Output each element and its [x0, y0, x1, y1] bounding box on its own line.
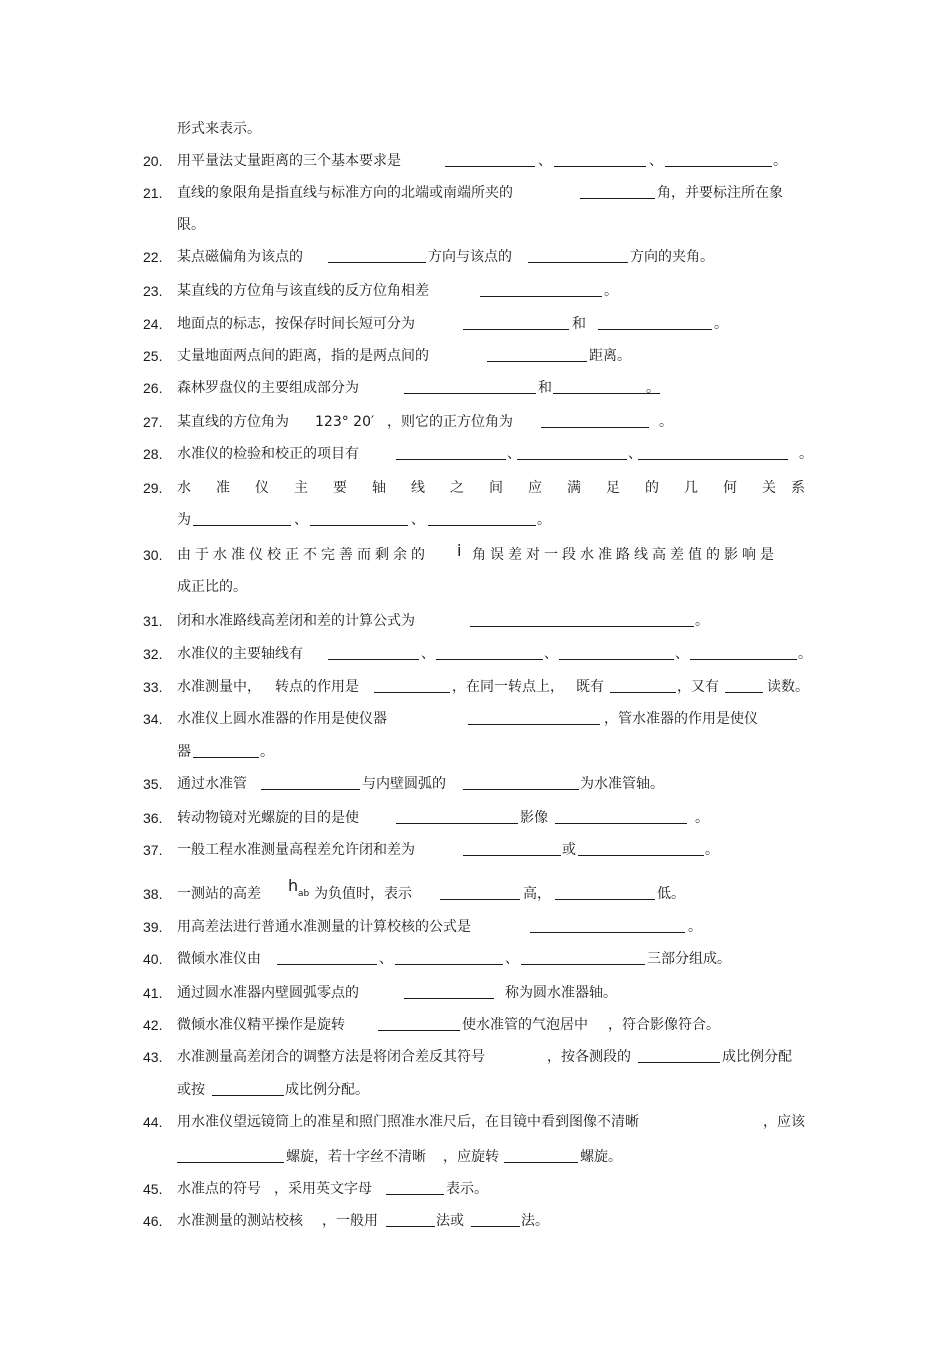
answer-blank[interactable] — [395, 964, 503, 965]
question-text: ，管水准器的作用是使仪 — [604, 711, 758, 727]
answer-blank[interactable] — [487, 361, 587, 362]
question-22 — [0, 245, 950, 269]
answer-blank[interactable] — [328, 659, 419, 660]
question-text: 角误差对一段水准路线高差值的影响是 — [472, 547, 778, 563]
question-number: 33. — [143, 679, 163, 695]
question-text: 、 — [649, 153, 663, 169]
question-text: 水准点的符号 — [177, 1181, 261, 1197]
answer-blank[interactable] — [555, 899, 655, 900]
question-text: 或 — [562, 842, 576, 858]
question-number: 45. — [143, 1181, 163, 1197]
question-text: 转点的作用是 — [275, 679, 359, 695]
answer-blank[interactable] — [610, 692, 676, 693]
question-text: 、 — [505, 951, 519, 967]
question-20 — [0, 149, 950, 173]
question-26 — [0, 376, 950, 400]
answer-blank[interactable] — [428, 525, 536, 526]
question-text: 关 — [762, 480, 776, 496]
answer-blank[interactable] — [553, 393, 660, 394]
answer-blank[interactable] — [554, 166, 646, 167]
answer-blank[interactable] — [193, 757, 259, 758]
question-text: 、 — [628, 446, 642, 462]
question-text: 三部分组成。 — [647, 951, 731, 967]
question-number: 43. — [143, 1049, 163, 1065]
answer-blank[interactable] — [404, 393, 536, 394]
answer-blank[interactable] — [528, 262, 628, 263]
question-text: 。 — [798, 646, 812, 662]
question-text: 螺旋。 — [580, 1149, 622, 1165]
question-19-continuation — [0, 117, 950, 141]
answer-blank[interactable] — [580, 198, 655, 199]
question-number: 35. — [143, 776, 163, 792]
question-text: 水准测量中， — [177, 679, 261, 695]
question-number: 42. — [143, 1017, 163, 1033]
question-44 — [0, 1110, 950, 1134]
variable-i: i — [457, 541, 462, 560]
question-text: 准 — [216, 480, 230, 496]
question-text: ，应该 — [763, 1114, 805, 1130]
question-number: 25. — [143, 348, 163, 364]
question-text: 、 — [544, 646, 558, 662]
question-text: 用平量法丈量距离的三个基本要求是 — [177, 153, 401, 169]
question-text: 水准仪上圆水准器的作用是使仪器 — [177, 711, 387, 727]
answer-blank[interactable] — [504, 1162, 578, 1163]
question-text: 限。 — [177, 217, 205, 233]
answer-blank[interactable] — [463, 789, 579, 790]
question-text: ，应旋转 — [443, 1149, 499, 1165]
question-text: 、 — [675, 646, 689, 662]
question-number: 44. — [143, 1114, 163, 1130]
question-number: 31. — [143, 613, 163, 629]
question-43-continuation — [0, 1078, 950, 1102]
question-25 — [0, 344, 950, 368]
answer-blank[interactable] — [521, 964, 645, 965]
answer-blank[interactable] — [638, 459, 788, 460]
question-number: 28. — [143, 446, 163, 462]
question-text: 成正比的。 — [177, 579, 247, 595]
question-39 — [0, 915, 950, 939]
question-text: 闭和水准路线高差闭和差的计算公式为 — [177, 613, 415, 629]
question-text: 某直线的方位角为 — [177, 414, 289, 430]
answer-blank[interactable] — [396, 459, 506, 460]
question-text: 之 — [450, 480, 464, 496]
question-35 — [0, 772, 950, 796]
question-text: 。 — [695, 613, 709, 629]
question-text: 方向的夹角。 — [630, 249, 714, 265]
answer-blank[interactable] — [690, 659, 797, 660]
question-text: 满 — [567, 480, 581, 496]
answer-blank[interactable] — [404, 998, 494, 999]
question-30 — [0, 543, 950, 567]
question-29 — [0, 476, 950, 500]
question-text: 。 — [688, 919, 702, 935]
question-21-continuation — [0, 213, 950, 237]
question-number: 46. — [143, 1213, 163, 1229]
question-number: 34. — [143, 711, 163, 727]
question-text: 。 — [705, 842, 719, 858]
question-text: 、 — [507, 446, 521, 462]
answer-blank[interactable] — [177, 1162, 284, 1163]
answer-blank[interactable] — [471, 1226, 520, 1227]
question-text: 。 — [604, 283, 618, 299]
question-45 — [0, 1177, 950, 1201]
question-text: 由于水准仪校正不完善而剩余的 — [177, 547, 429, 563]
answer-blank[interactable] — [578, 855, 704, 856]
question-number: 36. — [143, 810, 163, 826]
answer-blank[interactable] — [463, 855, 561, 856]
question-text: 为负值时，表示 — [314, 886, 412, 902]
question-24 — [0, 312, 950, 336]
answer-blank[interactable] — [445, 166, 535, 167]
question-text: 水准仪的检验和校正的项目有 — [177, 446, 359, 462]
question-text: 间 — [489, 480, 503, 496]
answer-blank[interactable] — [386, 1226, 435, 1227]
question-text: 方向与该点的 — [428, 249, 512, 265]
question-text: 一测站的高差 — [177, 886, 261, 902]
question-44-continuation — [0, 1145, 950, 1169]
question-text: 某直线的方位角与该直线的反方位角相差 — [177, 283, 429, 299]
question-text: 足 — [606, 480, 620, 496]
answer-blank[interactable] — [193, 525, 291, 526]
question-number: 21. — [143, 185, 163, 201]
question-31 — [0, 609, 950, 633]
question-text: 水 — [177, 480, 191, 496]
question-text: 和 — [572, 316, 586, 332]
question-number: 20. — [143, 153, 163, 169]
question-32 — [0, 642, 950, 666]
question-23 — [0, 279, 950, 303]
question-text: 水准测量高差闭合的调整方法是将闭合差反其符号 — [177, 1049, 485, 1065]
question-text: 水准测量的测站校核 — [177, 1213, 303, 1229]
question-text: 仪 — [255, 480, 269, 496]
question-37 — [0, 838, 950, 862]
question-text: 系 — [791, 480, 805, 496]
question-number: 29. — [143, 480, 163, 496]
question-27 — [0, 410, 950, 434]
question-text: 的 — [645, 480, 659, 496]
question-text: 、 — [294, 512, 308, 528]
question-text: 一般工程水准测量高程差允许闭和差为 — [177, 842, 415, 858]
question-text: 、 — [421, 646, 435, 662]
question-text: 低。 — [657, 886, 685, 902]
question-text: 器 — [177, 744, 191, 760]
question-text: 或按 — [177, 1082, 205, 1098]
question-number: 32. — [143, 646, 163, 662]
variable-h: h — [288, 876, 299, 895]
question-text: 称为圆水准器轴。 — [505, 985, 617, 1001]
question-number: 39. — [143, 919, 163, 935]
question-text: 和 — [538, 380, 552, 396]
answer-blank[interactable] — [396, 823, 518, 824]
question-text: 地面点的标志，按保存时间长短可分为 — [177, 316, 415, 332]
answer-blank[interactable] — [374, 692, 450, 693]
question-number: 30. — [143, 547, 163, 563]
question-text: 既有 — [576, 679, 604, 695]
answer-blank[interactable] — [468, 724, 600, 725]
question-number: 37. — [143, 842, 163, 858]
question-text: 微倾水准仪由 — [177, 951, 261, 967]
answer-blank[interactable] — [470, 626, 694, 627]
question-text: 、 — [379, 951, 393, 967]
question-number: 24. — [143, 316, 163, 332]
question-30-continuation — [0, 575, 950, 599]
question-34 — [0, 707, 950, 731]
question-number: 23. — [143, 283, 163, 299]
answer-blank[interactable] — [559, 659, 674, 660]
answer-blank[interactable] — [541, 427, 649, 428]
question-21 — [0, 181, 950, 205]
answer-blank[interactable] — [725, 692, 763, 693]
question-text: 角，并要标注所在象 — [657, 185, 783, 201]
question-text: 转动物镜对光螺旋的目的是使 — [177, 810, 359, 826]
question-42 — [0, 1013, 950, 1037]
question-number: 38. — [143, 886, 163, 902]
question-text: 要 — [333, 480, 347, 496]
question-28 — [0, 442, 950, 466]
question-text: 表示。 — [446, 1181, 488, 1197]
answer-blank[interactable] — [386, 1194, 444, 1195]
question-text: 某点磁偏角为该点的 — [177, 249, 303, 265]
answer-blank[interactable] — [328, 262, 426, 263]
question-33 — [0, 675, 950, 699]
answer-blank[interactable] — [212, 1095, 284, 1096]
answer-blank[interactable] — [440, 899, 520, 900]
question-46 — [0, 1209, 950, 1233]
answer-blank[interactable] — [463, 329, 569, 330]
question-text: 。 — [659, 414, 673, 430]
question-text: 。 — [773, 153, 787, 169]
answer-blank[interactable] — [277, 964, 377, 965]
answer-blank[interactable] — [555, 823, 687, 824]
angle-value: 123° 20′ — [315, 414, 375, 430]
question-text: 影像 — [520, 810, 548, 826]
question-text: ，一般用 — [322, 1213, 378, 1229]
answer-blank[interactable] — [638, 1062, 720, 1063]
question-text: ，又有 — [677, 679, 719, 695]
question-text: 通过水准管 — [177, 776, 247, 792]
subscript-ab: ab — [298, 889, 310, 899]
question-text: 读数。 — [767, 679, 809, 695]
question-text: 直线的象限角是指直线与标准方向的北端或南端所夹的 — [177, 185, 513, 201]
answer-blank[interactable] — [480, 296, 602, 297]
question-number: 41. — [143, 985, 163, 1001]
answer-blank[interactable] — [598, 329, 712, 330]
question-34-continuation — [0, 740, 950, 764]
question-text: ，符合影像符合。 — [608, 1017, 720, 1033]
answer-blank[interactable] — [378, 1030, 460, 1031]
question-text: 几 — [684, 480, 698, 496]
question-text: 用水准仪望远镜筒上的准星和照门照准水准尺后，在目镜中看到图像不清晰 — [177, 1114, 639, 1130]
answer-blank[interactable] — [530, 932, 685, 933]
answer-blank[interactable] — [261, 789, 360, 790]
question-text: 成比例分配 — [722, 1049, 792, 1065]
question-text: 。 — [646, 380, 660, 396]
question-text: 森林罗盘仪的主要组成部分为 — [177, 380, 359, 396]
question-40 — [0, 947, 950, 971]
question-text: 用高差法进行普通水准测量的计算校核的公式是 — [177, 919, 471, 935]
question-36 — [0, 806, 950, 830]
answer-blank[interactable] — [517, 459, 627, 460]
question-number: 27. — [143, 414, 163, 430]
question-text: 丈量地面两点间的距离，指的是两点间的 — [177, 348, 429, 364]
question-text: 法或 — [436, 1213, 464, 1229]
question-number: 40. — [143, 951, 163, 967]
question-text: 水准仪的主要轴线有 — [177, 646, 303, 662]
question-text: ，则它的正方位角为 — [387, 414, 513, 430]
question-text: 微倾水准仪精平操作是旋转 — [177, 1017, 345, 1033]
question-29-continuation — [0, 508, 950, 532]
question-text: 与内壁圆弧的 — [362, 776, 446, 792]
question-text: 法。 — [521, 1213, 549, 1229]
question-43 — [0, 1045, 950, 1069]
question-41 — [0, 981, 950, 1005]
answer-blank[interactable] — [310, 525, 408, 526]
question-text: 。 — [537, 512, 551, 528]
question-text: 高， — [523, 886, 551, 902]
question-text: 。 — [695, 810, 709, 826]
question-text: 线 — [411, 480, 425, 496]
question-text: 何 — [723, 480, 737, 496]
answer-blank[interactable] — [436, 659, 543, 660]
question-38 — [0, 876, 950, 906]
question-text: 主 — [294, 480, 308, 496]
question-text: 螺旋，若十字丝不清晰 — [286, 1149, 426, 1165]
question-text: 形式来表示。 — [177, 121, 261, 137]
question-text: ，在同一转点上， — [452, 679, 564, 695]
question-text: 距离。 — [589, 348, 631, 364]
question-text: 。 — [714, 316, 728, 332]
question-number: 22. — [143, 249, 163, 265]
question-text: 、 — [538, 153, 552, 169]
question-text: 轴 — [372, 480, 386, 496]
question-number: 26. — [143, 380, 163, 396]
answer-blank[interactable] — [665, 166, 772, 167]
question-text: 。 — [799, 446, 813, 462]
question-text: 应 — [528, 480, 542, 496]
question-text: 使水准管的气泡居中 — [462, 1017, 588, 1033]
question-text: 成比例分配。 — [285, 1082, 369, 1098]
question-text: ，按各测段的 — [547, 1049, 631, 1065]
question-text: 通过圆水准器内壁圆弧零点的 — [177, 985, 359, 1001]
question-text: 为 — [177, 512, 191, 528]
question-text: 。 — [260, 744, 274, 760]
question-text: 、 — [411, 512, 425, 528]
question-text: ，采用英文字母 — [274, 1181, 372, 1197]
question-text: 为水准管轴。 — [580, 776, 664, 792]
